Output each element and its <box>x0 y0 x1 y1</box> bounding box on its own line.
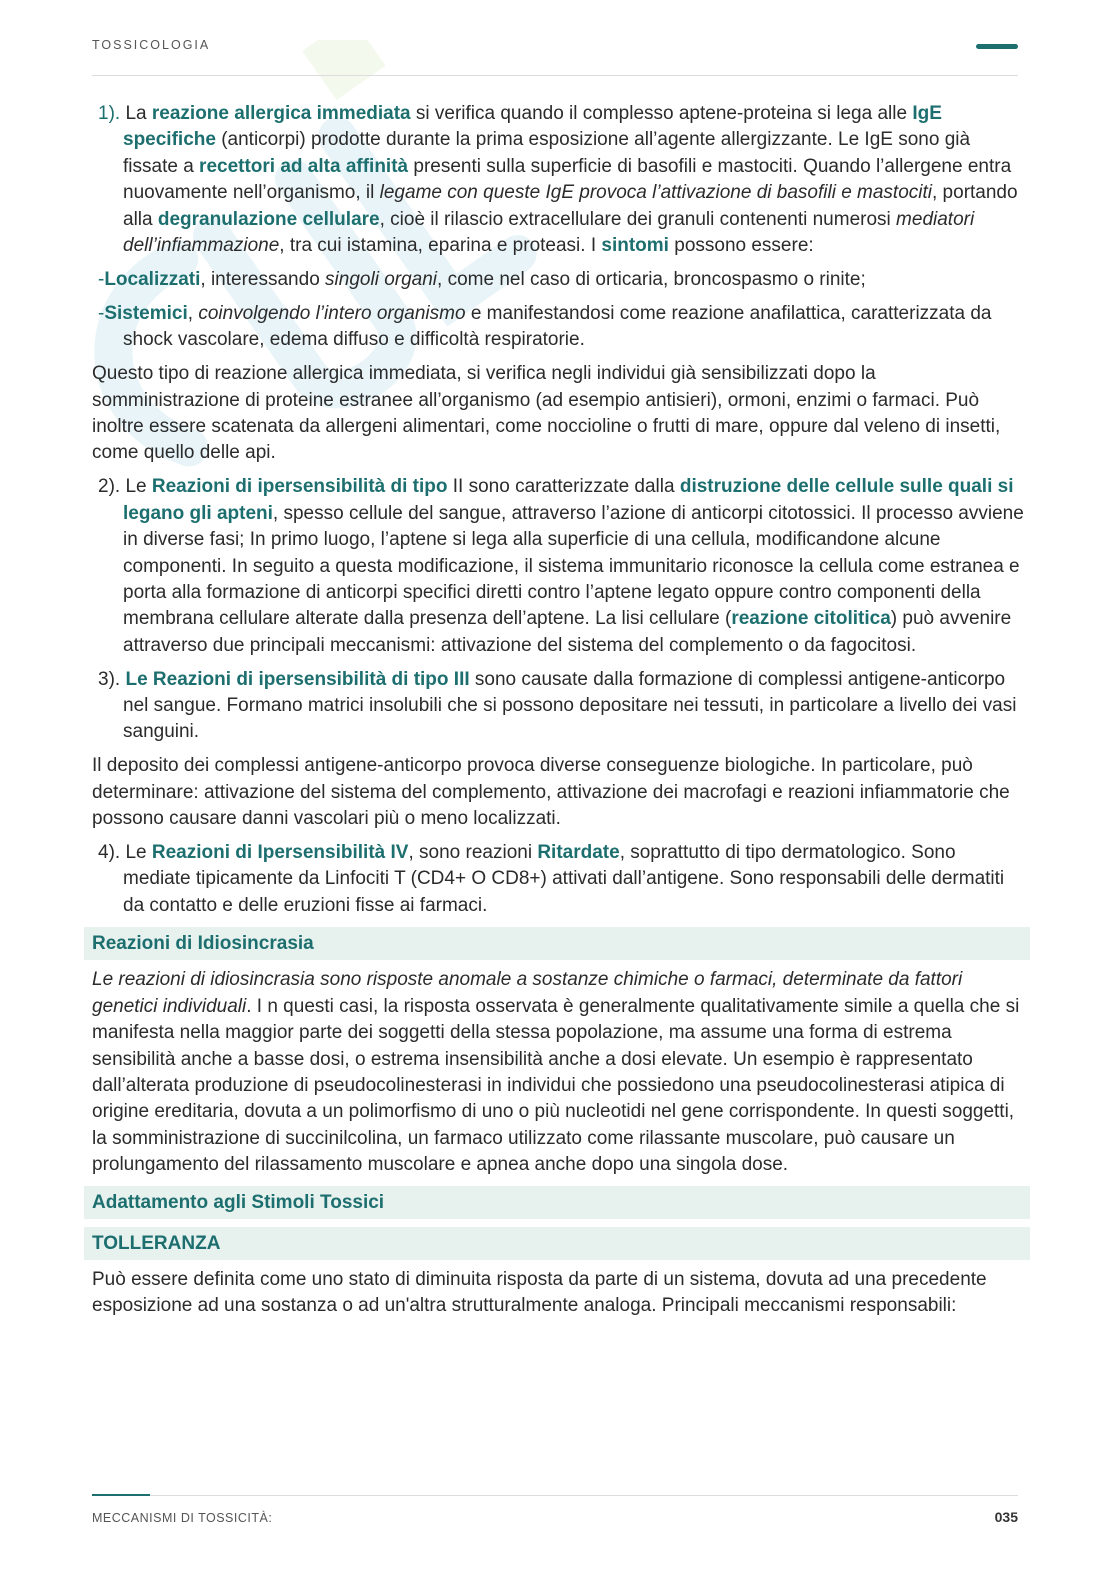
highlight: Reazioni di ipersensibilità di tipo <box>151 476 448 498</box>
highlight: degranulazione cellulare <box>157 208 380 230</box>
highlight: reazione citolitica <box>731 608 891 630</box>
highlight: recettori ad alta affinità <box>199 155 409 177</box>
italic-text: coinvolgendo l’intero organismo <box>198 302 466 324</box>
paragraph: Può essere definita come uno stato di diminuita risposta da parte di un sistema, dovuta ad una precedente esposizione ad una sostanza o ad un'altra strutturalmente analoga. Principali meccanismi responsabili: <box>92 1269 987 1317</box>
text-run: Le <box>120 476 152 498</box>
header-accent-bar <box>976 44 1018 49</box>
italic-text: mediatori dell’infiammazione <box>123 208 975 257</box>
header-title: TOSSICOLOGIA <box>92 38 211 52</box>
header-divider <box>92 75 1018 76</box>
page-content <box>92 101 1024 1327</box>
bullet-dash: - <box>98 302 105 324</box>
text-run: , spesso cellule del sangue, attraverso l’azione di anticorpi citotossici. Il processo avviene in diverse fasi; In primo luogo, l’aptene si lega alla superficie di una cellula, modificandone alcune componenti. In seguito a questa modificazione, il sistema immunitario riconosce la cellula come estranea e porta alla formazione di anticorpi specifici diretti contro l’aptene legato oppure contro componenti della membrana cellulare alterate dalla presenza dell’aptene. La lisi cellulare ( <box>123 502 1024 630</box>
highlight: Localizzati <box>104 268 201 290</box>
item-number: 1). <box>98 103 121 124</box>
highlight: Sistemici <box>104 302 188 324</box>
highlight: Le Reazioni di ipersensibilità di tipo III <box>125 668 470 690</box>
section-heading-idiosincrasia: Reazioni di Idiosincrasia <box>84 927 1030 960</box>
text-run: , interessando <box>200 268 326 290</box>
text-run: e manifestandosi come reazione anafilattica, caratterizzata da shock vascolare, edema diffuso e difficoltà respiratorie. <box>123 302 992 351</box>
text-run: (anticorpi) prodotte durante la prima esposizione all’agente allergizzante. Le IgE sono già fissate a <box>123 129 971 177</box>
italic-text: Le reazioni di idiosincrasia sono risposte anomale a sostanze chimiche o farmaci, determinate da fattori genetici individuali <box>92 969 963 1017</box>
text-run: II sono caratterizzate dalla <box>447 476 680 498</box>
page-number: 035 <box>994 1509 1018 1525</box>
text-run: , <box>187 302 199 324</box>
bullet-sistemici <box>92 301 1024 354</box>
item-number: 3). <box>98 668 121 690</box>
text-run: sono causate dalla formazione di complessi antigene-anticorpo nel sangue. Formano matrici insolubili che si possono depositare nei tessuti, in particolare a livello dei vasi sanguini. <box>123 668 1017 743</box>
text-run: presenti sulla superficie di basofili e mastociti. Quando l’allergene entra nuovamente nell’organismo, il <box>123 155 1012 204</box>
item-number: 2). <box>98 476 121 498</box>
text-run: , sono reazioni <box>408 842 538 864</box>
text-run: , cioè il rilascio extracellulare dei granuli contenenti numerosi <box>379 208 897 230</box>
text-run: , portando alla <box>123 182 1018 230</box>
paragraph: Questo tipo di reazione allergica immediata, si verifica negli individui già sensibilizzati dopo la somministrazione di proteine estranee all’organismo (ad esempio antisieri), ormoni, enzimi o farmaci. Può inoltre essere scatenata da allergeni alimentari, come noccioline o frutti di mare, oppure dal veleno di insetti, come quello delle api. <box>92 363 1001 464</box>
footer-accent-bar <box>92 1494 150 1496</box>
item-number: 4). <box>98 842 121 864</box>
paragraph: Il deposito dei complessi antigene-anticorpo provoca diverse conseguenze biologiche. In particolare, può determinare: attivazione del sistema del complemento, attivazione dei macrofagi e reazioni infiammatorie che possono causare danni vascolari più o meno localizzati. <box>92 755 1010 830</box>
highlight: Ritardate <box>537 842 620 864</box>
bullet-dash: - <box>98 268 105 290</box>
italic-text: legame con queste IgE provoca l’attivazione di basofili e mastociti <box>379 182 932 204</box>
section-heading-adattamento: Adattamento agli Stimoli Tossici <box>84 1186 1030 1219</box>
text-run: . I n questi casi, la risposta osservata è generalmente qualitativamente simile a quella che si manifesta nella maggior parte dei soggetti della stessa popolazione, ma assume una forma di estrema sensibilità anche a basse dosi, o estrema insensibilità anche a dosi elevate. Un esempio è rappresentato dall’alterata produzione di pseudocolinesterasi in individui che possiedono una pseudocolinesterasi atipica di origine ereditaria, dovuta a un polimorfismo di uno o più nucleotidi nel gene corrispondente. In questi soggetti, la somministrazione di succinilcolina, un farmaco utilizzato come rilassante muscolare, può causare un prolungamento del rilassamento muscolare e apnea anche dopo una singola dose. <box>92 995 1020 1176</box>
text-run: La <box>120 103 152 124</box>
text-run: , tra cui istamina, eparina e proteasi. I <box>279 235 602 257</box>
highlight: sintomi <box>601 235 669 257</box>
italic-text: singoli organi <box>325 268 438 290</box>
highlight: distruzione delle cellule sulle quali si legano gli apteni <box>123 476 1014 524</box>
paragraph <box>92 967 1024 1178</box>
highlight: Reazioni di Ipersensibilità IV <box>151 842 409 864</box>
text-run: Le <box>120 842 152 864</box>
bullet-localizzati <box>92 267 1024 293</box>
text-run: , soprattutto di tipo dermatologico. Sono mediate tipicamente da Linfociti T (CD4+ O CD8+) attivati dall’antigene. Sono responsabili delle dermatiti da contatto e delle eruzioni fisse ai farmaci. <box>123 842 1005 916</box>
footer-section-title: MECCANISMI DI TOSSICITÀ: <box>92 1511 273 1525</box>
highlight: IgE specifiche <box>123 103 942 151</box>
list-item-3 <box>92 667 1024 746</box>
highlight: reazione allergica immediata <box>151 103 411 124</box>
text-run: si verifica quando il complesso aptene-proteina si lega alle <box>410 103 913 124</box>
list-item-1 <box>92 101 1024 259</box>
text-run: , come nel caso di orticaria, broncospasmo o rinite; <box>437 268 866 290</box>
text-run: possono essere: <box>668 235 814 257</box>
section-heading-tolleranza: TOLLERANZA <box>84 1227 1030 1260</box>
list-item-4 <box>92 840 1024 919</box>
footer-divider <box>150 1495 1018 1496</box>
text-run: ) può avvenire attraverso due principali meccanismi: attivazione del sistema del complemento o da fagocitosi. <box>123 608 1012 656</box>
list-item-2 <box>92 474 1024 659</box>
